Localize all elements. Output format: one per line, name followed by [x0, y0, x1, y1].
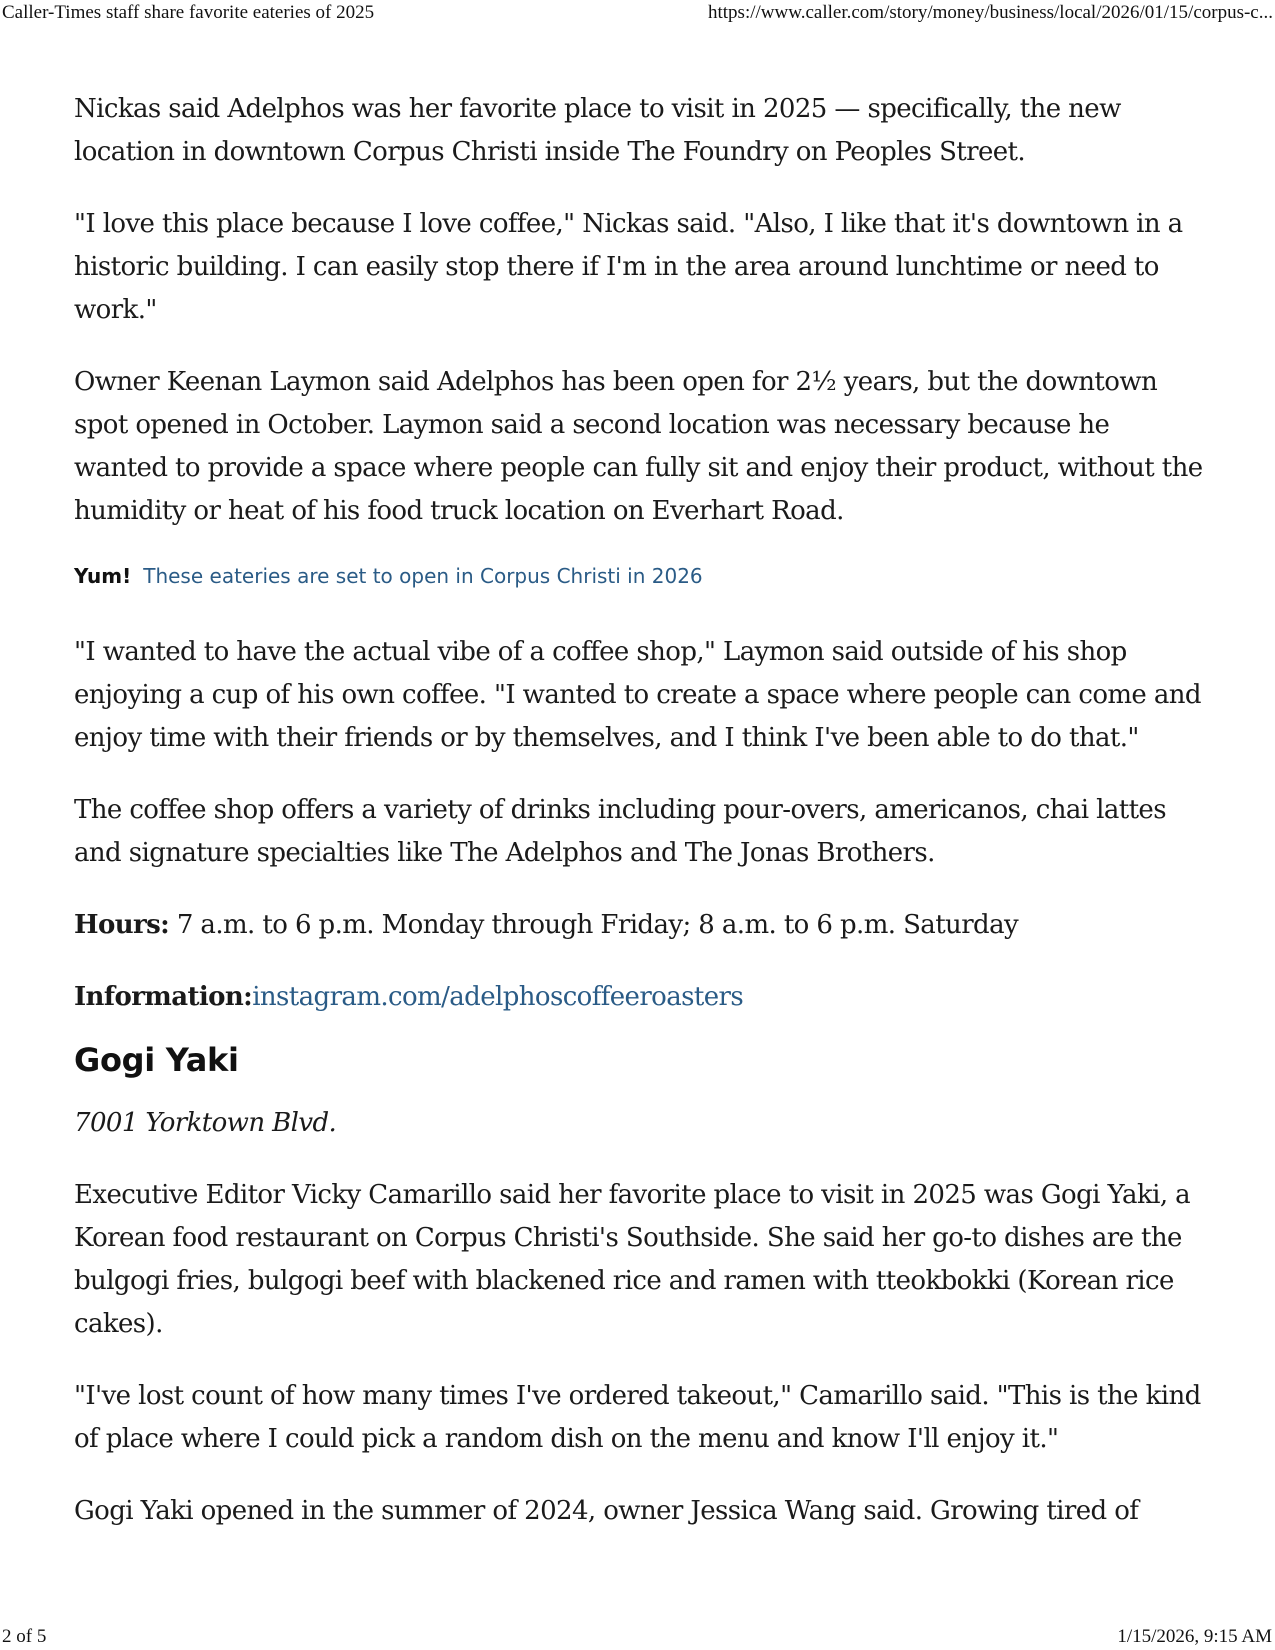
instagram-link[interactable]: instagram.com/adelphoscoffeeroasters [252, 982, 744, 1012]
print-datetime: 1/15/2026, 9:15 AM [1117, 1626, 1272, 1647]
information-line [74, 976, 1204, 1019]
print-header-url: https://www.caller.com/story/money/business/local/2026/01/15/corpus-c... [708, 2, 1273, 23]
article-paragraph: Gogi Yaki opened in the summer of 2024, owner Jessica Wang said. Growing tired of [74, 1496, 1139, 1526]
related-story-anchor[interactable]: These eateries are set to open in Corpus Christi in 2026 [143, 564, 703, 588]
article-paragraph: Nickas said Adelphos was her favorite place to visit in 2025 — specifically, the new location in downtown Corpus Christi inside The Foundry on Peoples Street. [74, 94, 1121, 167]
print-header [0, 2, 1275, 24]
hours-value: 7 a.m. to 6 p.m. Monday through Friday; 8 a.m. to 6 p.m. Saturday [169, 910, 1019, 940]
hours-line [74, 904, 1204, 947]
article-paragraph: "I've lost count of how many times I've ordered takeout," Camarillo said. "This is the kind of place where I could pick a random dish on the menu and know I'll enjoy it." [74, 1381, 1201, 1454]
article-paragraph: "I love this place because I love coffee," Nickas said. "Also, I like that it's downtown in a historic building. I can easily stop there if I'm in the area around lunchtime or need to work." [74, 209, 1183, 325]
hours-label: Hours: [74, 910, 170, 940]
section-heading-gogi-yaki: Gogi Yaki [74, 1041, 239, 1079]
restaurant-address: 7001 Yorktown Blvd. [74, 1108, 337, 1138]
article-paragraph: Executive Editor Vicky Camarillo said her favorite place to visit in 2025 was Gogi Yaki, a Korean food restaurant on Corpus Christi's Southside. She said her go-to dishes are the bulgogi fries, bulgogi beef with blackened rice and ramen with tteokbokki (Korean rice cakes). [74, 1180, 1191, 1339]
article-paragraph: The coffee shop offers a variety of drinks including pour-overs, americanos, chai lattes and signature specialties like The Adelphos and The Jonas Brothers. [74, 795, 1166, 868]
article-paragraph: Owner Keenan Laymon said Adelphos has been open for 2½ years, but the downtown spot opened in October. Laymon said a second location was necessary because he wanted to provide a space where people can fully sit and enjoy their product, without the humidity or heat of his food truck location on Everhart Road. [74, 367, 1203, 526]
print-header-title: Caller-Times staff share favorite eateries of 2025 [2, 2, 375, 23]
information-label: Information: [74, 982, 253, 1012]
article-body [74, 88, 1204, 1562]
related-story-lead: Yum! [74, 564, 132, 588]
article-paragraph: "I wanted to have the actual vibe of a coffee shop," Laymon said outside of his shop enjoying a cup of his own coffee. "I wanted to create a space where people can come and enjoy time with their friends or by themselves, and I think I've been able to do that." [74, 637, 1201, 753]
related-story-link [74, 562, 1204, 590]
page-number: 2 of 5 [2, 1626, 47, 1647]
print-footer [0, 1626, 1275, 1648]
